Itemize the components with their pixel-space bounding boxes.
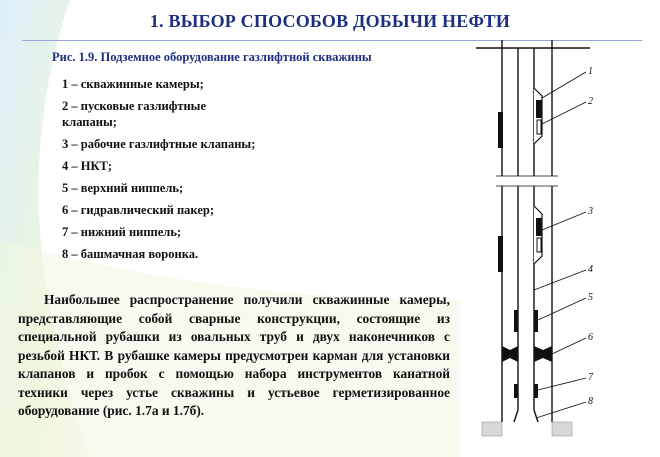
callout-5: 5	[588, 292, 593, 303]
legend-item-7: 7 – нижний ниппель;	[62, 225, 182, 239]
legend-item-4: 4 – НКТ;	[62, 159, 113, 173]
callout-4: 4	[588, 264, 593, 275]
callout-2: 2	[588, 96, 593, 107]
packer	[502, 346, 552, 362]
figure-caption: Рис. 1.9. Подземное оборудование газлифтной скважины	[52, 50, 372, 64]
gaslift-well-diagram	[470, 40, 660, 457]
body-paragraph: Наибольшее распространение получили скважинные камеры, представляющие собой сварные конструкции, состоящие из специальной рубашки из овальных труб и двух наконечников с резьбой НКТ. В рубашке камеры предусмотрен карман для установки клапанов и пробок с помощью набора инструментов канатной техники через устье скважины и устьевое герметизированное оборудование (рис. 1.7а и 1.7б).	[18, 292, 450, 418]
callout-6: 6	[588, 332, 593, 343]
legend-item-3: 3 – рабочие газлифтные клапаны;	[62, 137, 256, 151]
callout-8: 8	[588, 396, 593, 407]
callout-1: 1	[588, 66, 593, 77]
legend-item-5: 5 – верхний ниппель;	[62, 181, 184, 195]
legend-item-1: 1 – скважинные камеры;	[62, 77, 204, 91]
legend-item-8: 8 – башмачная воронка.	[62, 247, 199, 261]
callout-7: 7	[588, 372, 593, 383]
callout-3: 3	[588, 206, 593, 217]
page-title: 1. ВЫБОР СПОСОБОВ ДОБЫЧИ НЕФТИ	[149, 11, 511, 31]
legend-list	[62, 76, 322, 268]
legend-item-6: 6 – гидравлический пакер;	[62, 203, 214, 217]
legend-item-2: 2 – пусковые газлифтные клапаны;	[62, 99, 206, 129]
